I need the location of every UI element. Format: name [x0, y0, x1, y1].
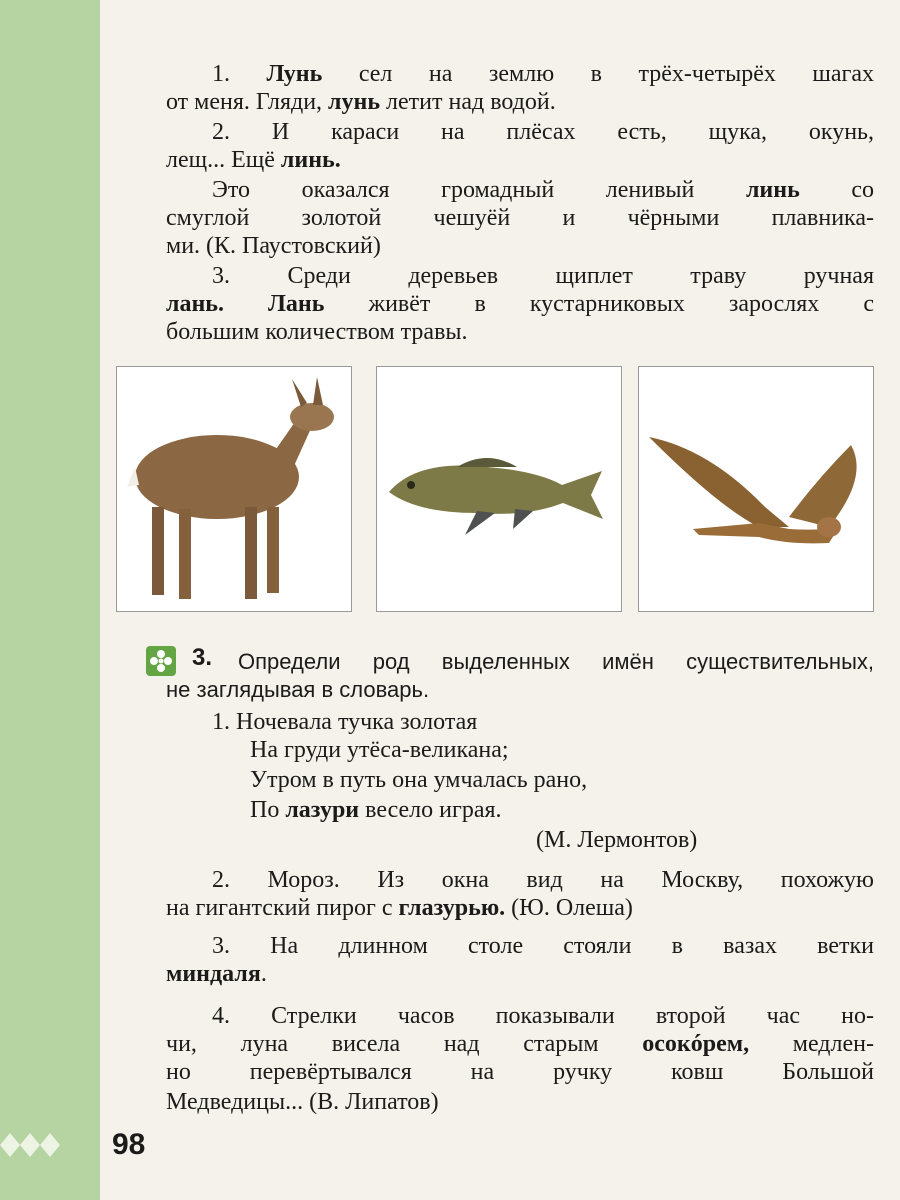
text-line: но перевёртывался на ручку ковш Большой — [166, 1059, 874, 1085]
text-line: на гигантский пирог с глазурью. (Ю. Олеша) — [166, 895, 633, 921]
poem-line: Утром в путь она умчалась рано, — [250, 767, 588, 793]
text-line: Медведицы... (В. Липатов) — [166, 1089, 439, 1115]
exercise-number: 3. — [192, 644, 213, 671]
text-line: ми. (К. Паустовский) — [166, 233, 381, 259]
highlighted-word: осокóрем, — [642, 1031, 750, 1057]
highlighted-word: лазури — [285, 797, 360, 823]
flower-icon — [146, 646, 176, 676]
text-line: смуглой золотой чешуёй и чёрными плавника- — [166, 205, 874, 231]
task-text: Определи род выделенных имён существительных, — [238, 649, 874, 674]
text-line: 1. Лунь сел на землю в трёх-четырёх шагах — [212, 61, 875, 87]
text-line: большим количеством травы. — [166, 319, 468, 345]
text-line: 2. Мороз. Из окна вид на Москву, похожую — [212, 867, 874, 893]
text-line: от меня. Гляди, лунь летит над водой. — [166, 89, 556, 115]
highlighted-word: лунь — [328, 89, 381, 115]
harrier-bird-photo — [638, 366, 874, 612]
text-line: 2. И караси на плёсах есть, щука, окунь, — [212, 119, 874, 145]
highlighted-word: лань. — [166, 291, 224, 317]
text-line: 4. Стрелки часов показывали второй час но- — [212, 1003, 874, 1029]
text-line: миндаля. — [166, 961, 267, 987]
poem-line: На груди утёса-великана; — [250, 737, 509, 763]
margin-strip — [0, 0, 100, 1200]
text-line: чи, луна висела над старым осокóрем, медлен- — [166, 1031, 874, 1057]
highlighted-word: миндаля — [166, 961, 261, 987]
text-line: лещ... Ещё линь. — [166, 147, 341, 173]
page-number: 98 — [112, 1128, 146, 1161]
task-text: не заглядывая в словарь. — [166, 677, 430, 702]
poem-line: По лазури весело играя. — [250, 797, 502, 823]
highlighted-word: глазурью. — [398, 895, 506, 921]
highlighted-word: линь — [745, 177, 800, 203]
highlighted-word: линь. — [280, 147, 341, 173]
poem-line: 1. Ночевала тучка золотая — [212, 709, 478, 735]
deer-photo — [116, 366, 352, 612]
text-line: 3. Среди деревьев щиплет траву ручная — [212, 263, 874, 289]
decorative-pattern-icon — [0, 1125, 62, 1165]
text-line: 3. На длинном столе стояли в вазах ветки — [212, 933, 874, 959]
text-line: Это оказался громадный ленивый линь со — [212, 177, 875, 203]
highlighted-word: Лунь — [266, 61, 323, 87]
author: (М. Лермонтов) — [536, 827, 698, 853]
highlighted-word: Лань — [268, 291, 325, 317]
tench-fish-photo — [376, 366, 622, 612]
text-line: лань. Лань живёт в кустарниковых зарослях с — [166, 291, 874, 317]
